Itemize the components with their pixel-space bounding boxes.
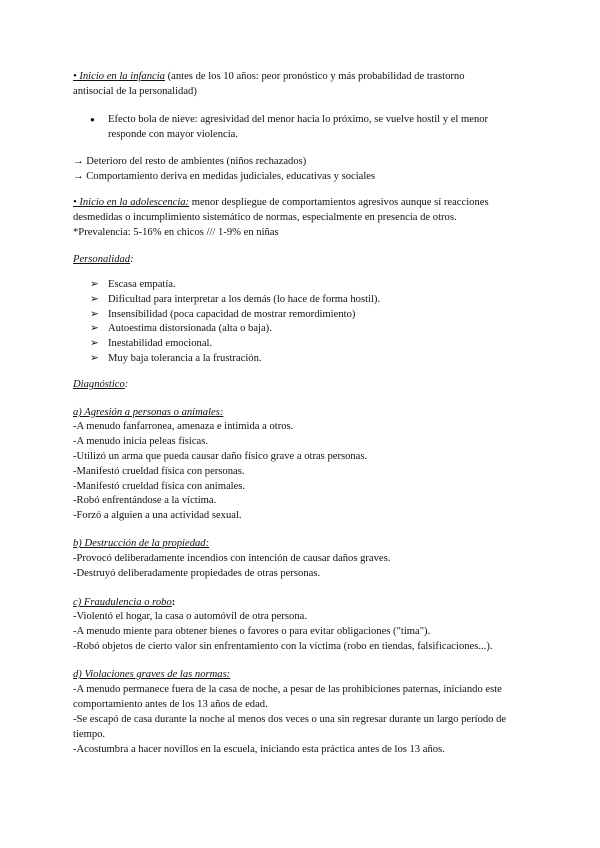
arrowhead-bullet-icon: ➢ <box>90 309 99 320</box>
section-a-item: -Utilizó un arma que pueda causar daño físico grave a otras personas. <box>73 451 368 462</box>
personalidad-item: Autoestima distorsionada (alta o baja). <box>108 323 272 334</box>
personalidad-item: Insensibilidad (poca capacidad de mostrar remordimiento) <box>108 309 356 320</box>
arrowhead-bullet-icon: ➢ <box>90 294 99 305</box>
section-b-heading: b) Destrucción de la propiedad: <box>73 538 210 549</box>
section-a-item: -Manifestó crueldad física con personas. <box>73 466 245 477</box>
diagnostico-heading: Diagnóstico: <box>73 379 129 390</box>
section-c-item: -Violentó el hogar, la casa o automóvil de otra persona. <box>73 611 307 622</box>
section-b-item: -Destruyó deliberadamente propiedades de otras personas. <box>73 568 321 579</box>
arrow-line-2: → Comportamiento deriva en medidas judiciales, educativas y sociales <box>73 171 376 182</box>
snowball-line-1: Efecto bola de nieve: agresividad del menor hacia lo próximo, se vuelve hostil y el menor <box>108 114 489 125</box>
section-a-item: -A menudo fanfarronea, amenaza e intimida a otros. <box>73 421 294 432</box>
personalidad-item: Inestabilidad emocional. <box>108 338 213 349</box>
section-a-item: -Forzó a alguien a una actividad sexual. <box>73 510 242 521</box>
personalidad-item: Muy baja tolerancia a la frustración. <box>108 353 262 364</box>
adolescencia-line-1 <box>73 196 489 210</box>
personalidad-heading: Personalidad: <box>73 254 134 265</box>
personalidad-item: Escasa empatía. <box>108 279 176 290</box>
adolescencia-text: menor despliegue de comportamientos agresivos aunque sí reacciones <box>189 197 489 208</box>
section-a-item: -A menudo inicia peleas físicas. <box>73 436 209 447</box>
section-d-heading: d) Violaciones graves de las normas: <box>73 669 231 680</box>
arrowhead-bullet-icon: ➢ <box>90 338 99 349</box>
prevalence-line: *Prevalencia: 5-16% en chicos /// 1-9% en niñas <box>73 227 279 238</box>
arrowhead-bullet-icon: ➢ <box>90 323 99 334</box>
section-d-item: -Se escapó de casa durante la noche al menos dos veces o una sin regresar durante un largo período de <box>73 714 507 725</box>
personalidad-item: Dificultad para interpretar a los demás (lo hace de forma hostil). <box>108 294 381 305</box>
infancia-line-2: antisocial de la personalidad) <box>73 86 197 97</box>
infancia-text: (antes de los 10 años: peor pronóstico y más probabilidad de trastorno <box>164 71 465 82</box>
section-c-item: -A menudo miente para obtener bienes o favores o para evitar obligaciones ("tima"). <box>73 626 431 637</box>
section-c-heading: c) Fraudulencia o robo: <box>73 597 176 608</box>
section-b-item: -Provocó deliberadamente incendios con intención de causar daños graves. <box>73 553 391 564</box>
section-d-item: tiempo. <box>73 729 106 740</box>
section-c-item: -Robó objetos de cierto valor sin enfrentamiento con la víctima (robo en tiendas, falsificaciones...). <box>73 641 493 652</box>
infancia-label: • Inicio en la infancia <box>73 71 165 82</box>
infancia-line-1 <box>73 70 465 84</box>
adolescencia-label: • Inicio en la adolescencia: <box>73 197 190 208</box>
section-a-item: -Manifestó crueldad física con animales. <box>73 481 246 492</box>
section-a-item: -Robó enfrentándose a la víctima. <box>73 495 217 506</box>
adolescencia-line-2: desmedidas o incumplimiento sistemático de normas, especialmente en presencia de otros. <box>73 212 457 223</box>
arrowhead-bullet-icon: ➢ <box>90 279 99 290</box>
arrow-line-1: → Deterioro del resto de ambientes (niños rechazados) <box>73 156 307 167</box>
arrowhead-bullet-icon: ➢ <box>90 353 99 364</box>
section-a-heading: a) Agresión a personas o animales: <box>73 407 224 418</box>
bullet-dot-icon: ● <box>90 115 95 124</box>
section-d-item: -Acostumbra a hacer novillos en la escuela, iniciando esta práctica antes de los 13 años. <box>73 744 445 755</box>
snowball-line-2: responde con mayor violencia. <box>108 129 239 140</box>
section-d-item: -A menudo permanece fuera de la casa de noche, a pesar de las prohibiciones paternas, iniciando este <box>73 684 502 695</box>
section-d-item: comportamiento antes de los 13 años de edad. <box>73 699 268 710</box>
